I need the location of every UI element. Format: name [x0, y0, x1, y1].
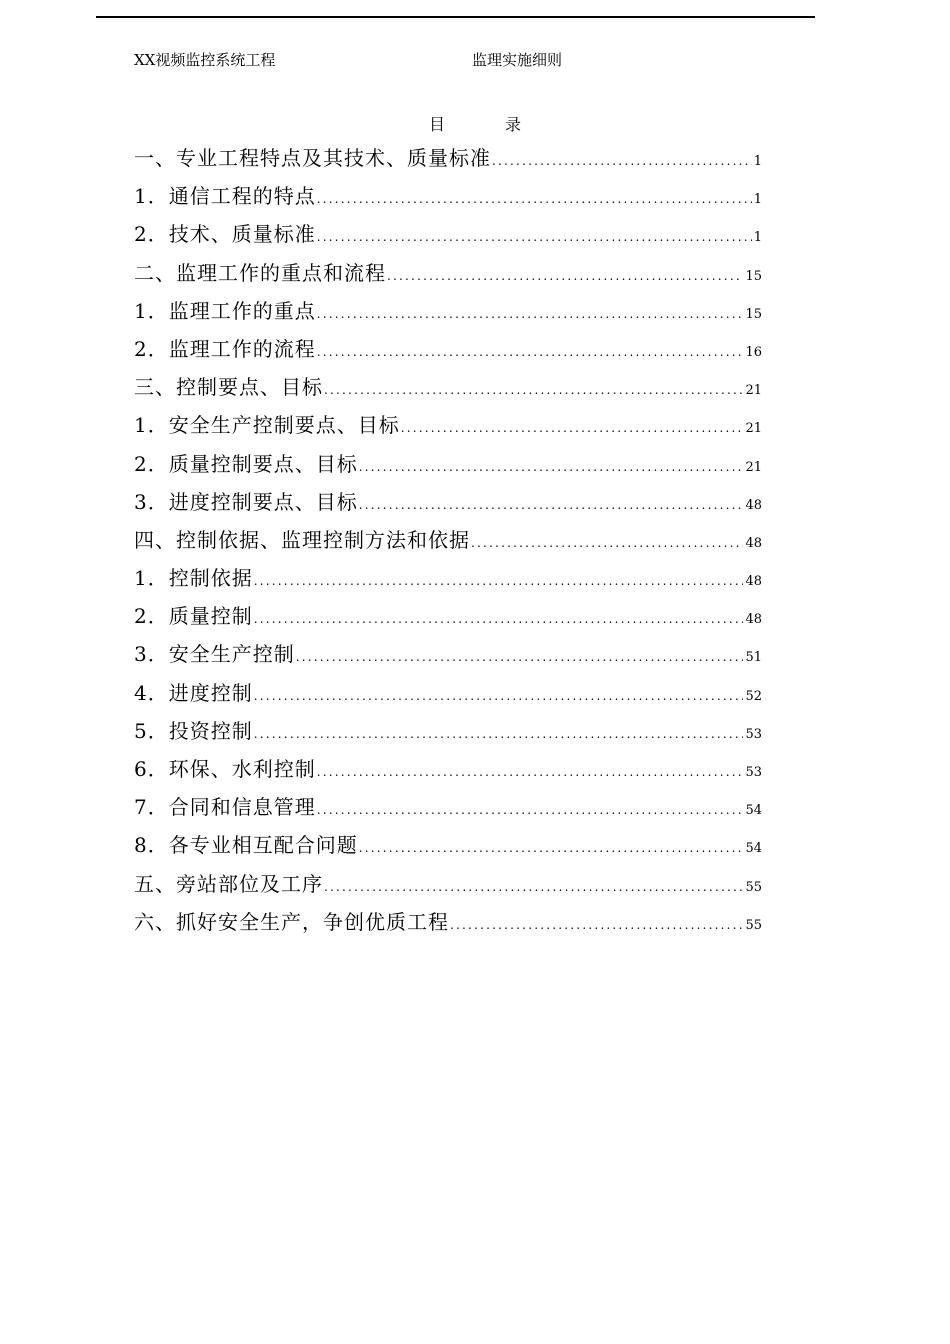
toc-entry[interactable]	[134, 254, 762, 292]
toc-entry-text: 三、控制要点、目标	[134, 375, 323, 400]
toc-entry-page-number: 21	[745, 459, 762, 475]
toc-dot-leader	[359, 448, 744, 486]
toc-dot-leader	[450, 906, 743, 944]
toc-entry-text: 一、专业工程特点及其技术、质量标准	[134, 146, 491, 170]
toc-entry-text: 3．进度控制要点、目标	[134, 489, 358, 514]
toc-entry-page-number: 15	[745, 268, 762, 284]
toc-entry-page-number: 53	[745, 765, 762, 780]
toc-dot-leader	[471, 524, 743, 562]
toc-entry-page-number: 21	[745, 421, 762, 437]
toc-entry-text: 1．安全生产控制要点、目标	[134, 413, 400, 438]
toc-entry-text: 2．技术、质量标准	[134, 222, 316, 247]
toc-entry-text: 二、监理工作的重点和流程	[134, 260, 386, 285]
toc-entry-text: 1．通信工程的特点	[134, 184, 316, 209]
toc-entry-page-number: 48	[745, 535, 762, 551]
toc-entry[interactable]	[134, 406, 762, 444]
toc-entry[interactable]	[134, 635, 762, 673]
toc-entry-text: 8．各专业相互配合问题	[134, 833, 358, 858]
toc-entry[interactable]	[134, 750, 762, 788]
toc-entry[interactable]	[134, 712, 762, 750]
toc-entry-text: 1．监理工作的重点	[134, 298, 316, 323]
toc-dot-leader	[317, 295, 744, 333]
toc-entry-page-number: 15	[745, 306, 762, 322]
toc-entry-text: 5．投资控制	[134, 718, 253, 743]
toc-entry[interactable]	[134, 330, 762, 368]
toc-entry-page-number: 1	[753, 230, 762, 246]
toc-dot-leader	[254, 715, 744, 753]
toc-entry[interactable]	[134, 215, 762, 253]
toc-dot-leader	[492, 142, 752, 180]
toc-entry-page-number: 55	[745, 917, 762, 933]
toc-entry-text: 五、旁站部位及工序	[134, 871, 323, 896]
toc-entry[interactable]	[134, 597, 762, 635]
toc-dot-leader	[401, 409, 744, 447]
toc-entry-text: 2．质量控制要点、目标	[134, 451, 358, 476]
toc-entry-text: 7．合同和信息管理	[134, 795, 316, 820]
toc-entry[interactable]	[134, 368, 762, 406]
toc-entry-text: 四、控制依据、监理控制方法和依据	[134, 527, 470, 552]
toc-entry-page-number: 1	[753, 192, 762, 208]
toc-entry[interactable]	[134, 483, 762, 521]
toc-entry-text: 1．控制依据	[134, 566, 253, 591]
toc-title	[0, 114, 950, 136]
toc-entry-page-number: 54	[745, 841, 762, 857]
toc-entry[interactable]	[134, 177, 762, 215]
toc-entry-page-number: 1	[753, 154, 762, 169]
toc-entry-page-number: 48	[745, 497, 762, 513]
toc-dot-leader	[359, 829, 744, 867]
toc-entry[interactable]	[134, 445, 762, 483]
toc-dot-leader	[254, 562, 744, 600]
toc-title-part1: 目	[428, 115, 445, 134]
toc-entry-text: 3．安全生产控制	[134, 642, 295, 667]
toc-entry[interactable]	[134, 903, 762, 941]
toc-entry[interactable]	[134, 826, 762, 864]
toc-dot-leader	[296, 638, 744, 676]
toc-entry-page-number: 53	[745, 726, 762, 742]
header-rule	[96, 16, 815, 18]
header-project-title: XX视频监控系统工程	[134, 51, 276, 69]
toc-entry[interactable]	[134, 139, 762, 177]
toc-dot-leader	[317, 218, 752, 256]
toc-entry[interactable]	[134, 788, 762, 826]
toc-entry[interactable]	[134, 865, 762, 903]
toc-dot-leader	[317, 753, 744, 791]
toc-entry-page-number: 48	[745, 574, 762, 590]
table-of-contents	[134, 139, 762, 941]
toc-entry-text: 6．环保、水利控制	[134, 757, 316, 781]
toc-dot-leader	[317, 333, 744, 371]
toc-entry-text: 2．质量控制	[134, 604, 253, 629]
header-document-title: 监理实施细则	[472, 51, 563, 69]
toc-entry-text: 2．监理工作的流程	[134, 336, 316, 361]
toc-dot-leader	[359, 486, 744, 524]
toc-title-part2: 录	[505, 115, 522, 134]
toc-entry-text: 六、抓好安全生产，争创优质工程	[134, 909, 449, 934]
toc-dot-leader	[317, 180, 752, 218]
toc-entry-page-number: 48	[745, 612, 762, 628]
toc-entry[interactable]	[134, 292, 762, 330]
toc-dot-leader	[324, 371, 743, 409]
toc-entry-page-number: 21	[745, 383, 762, 399]
toc-dot-leader	[254, 677, 744, 715]
toc-entry[interactable]	[134, 521, 762, 559]
toc-entry-page-number: 52	[745, 688, 762, 704]
toc-entry-text: 4．进度控制	[134, 680, 253, 705]
toc-entry[interactable]	[134, 674, 762, 712]
toc-entry[interactable]	[134, 559, 762, 597]
toc-dot-leader	[324, 868, 743, 906]
toc-dot-leader	[317, 791, 744, 829]
toc-entry-page-number: 55	[745, 879, 762, 895]
toc-entry-page-number: 51	[745, 650, 762, 666]
toc-entry-page-number: 16	[745, 344, 762, 360]
toc-dot-leader	[387, 257, 743, 295]
toc-dot-leader	[254, 600, 744, 638]
toc-entry-page-number: 54	[745, 803, 762, 819]
